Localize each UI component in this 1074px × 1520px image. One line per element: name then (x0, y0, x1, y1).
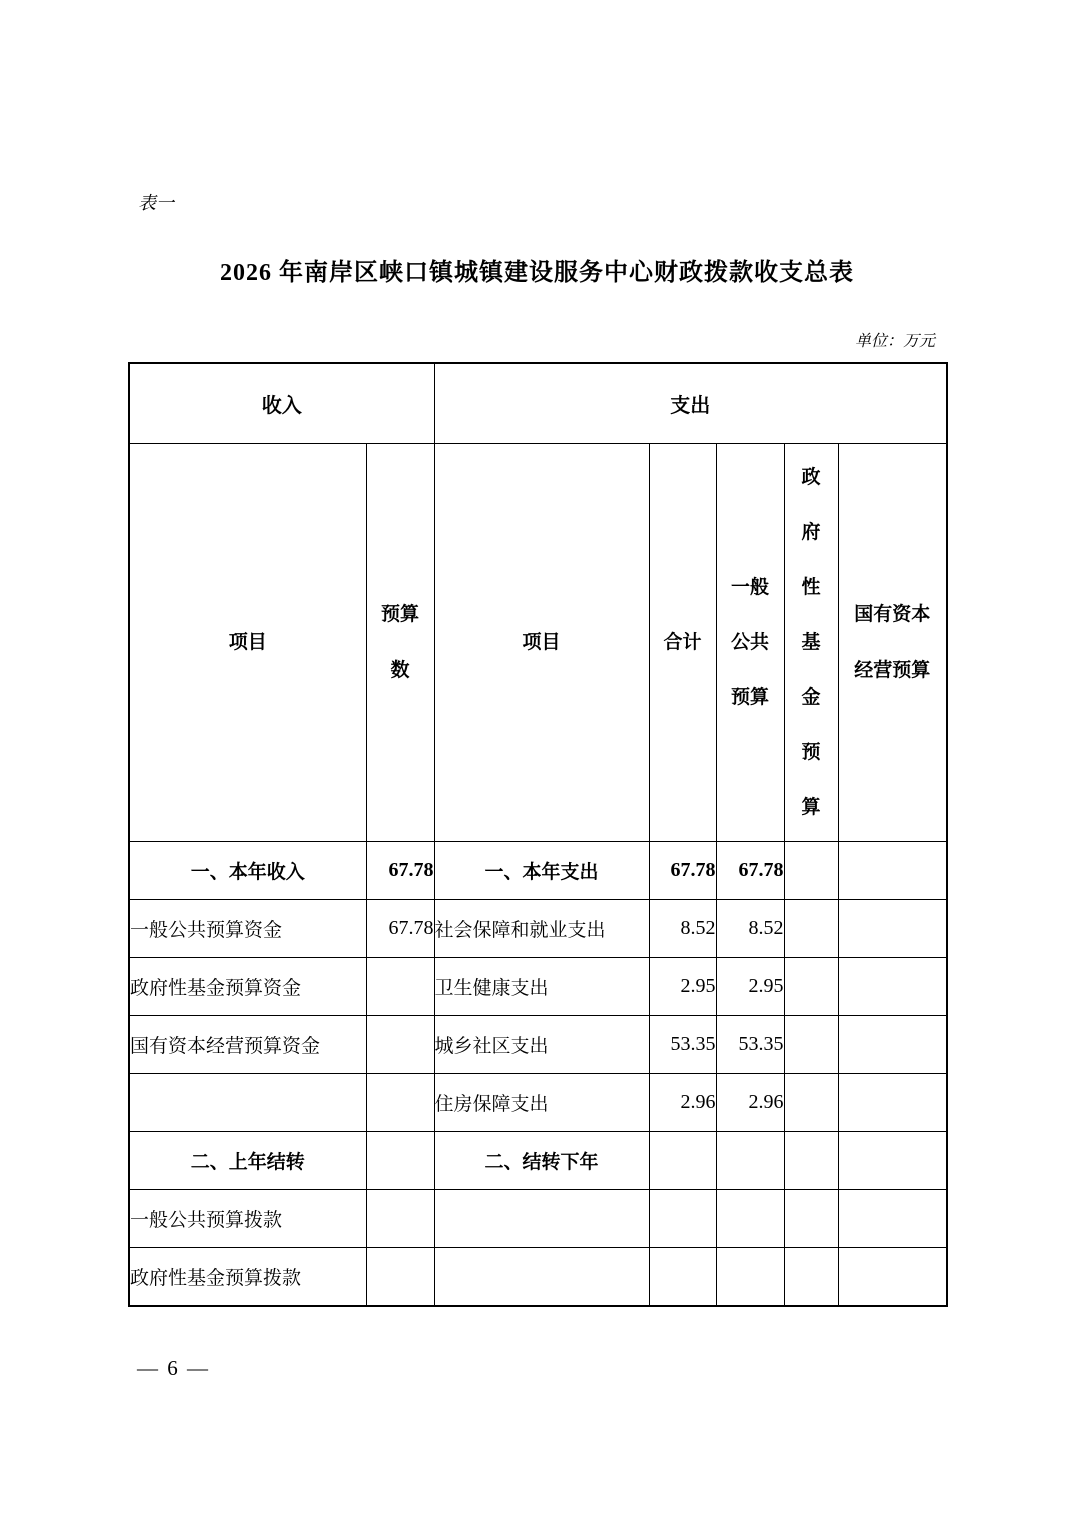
capital-budget-cell (838, 1190, 947, 1248)
fund-budget-cell (784, 958, 838, 1016)
table-row (129, 1190, 947, 1248)
income-value-cell (366, 1132, 434, 1190)
income-value-cell: 67.78 (366, 900, 434, 958)
page-number: — 6 — (137, 1356, 210, 1380)
total-cell: 2.95 (649, 958, 716, 1016)
capital-budget-cell (838, 1132, 947, 1190)
income-value-cell (366, 1248, 434, 1307)
table-row (129, 1016, 947, 1074)
fund-budget-cell (784, 900, 838, 958)
total-cell (649, 1248, 716, 1307)
income-item-column-header: 项目 (129, 444, 366, 842)
general-public-budget-column-header: 一般公共预算 (716, 444, 784, 842)
general-budget-cell (716, 1190, 784, 1248)
income-item-cell: 二、上年结转 (129, 1132, 366, 1190)
general-budget-cell: 8.52 (716, 900, 784, 958)
general-budget-cell: 2.95 (716, 958, 784, 1016)
table-row (129, 1132, 947, 1190)
table-row (129, 842, 947, 900)
table-label: 表一 (138, 193, 174, 213)
income-value-cell (366, 958, 434, 1016)
income-item-cell: 一般公共预算拨款 (129, 1190, 366, 1248)
expense-item-cell: 住房保障支出 (434, 1074, 649, 1132)
capital-budget-cell (838, 842, 947, 900)
expense-group-header: 支出 (434, 363, 947, 444)
expense-item-cell: 城乡社区支出 (434, 1016, 649, 1074)
capital-budget-cell (838, 1074, 947, 1132)
fund-budget-cell (784, 1132, 838, 1190)
total-cell: 53.35 (649, 1016, 716, 1074)
expense-item-cell: 卫生健康支出 (434, 958, 649, 1016)
general-budget-cell: 53.35 (716, 1016, 784, 1074)
capital-budget-cell (838, 1248, 947, 1307)
income-item-cell: 政府性基金预算拨款 (129, 1248, 366, 1307)
fund-budget-cell (784, 842, 838, 900)
general-budget-cell: 67.78 (716, 842, 784, 900)
total-cell: 67.78 (649, 842, 716, 900)
general-budget-cell (716, 1248, 784, 1307)
table-row (129, 900, 947, 958)
total-cell: 8.52 (649, 900, 716, 958)
capital-budget-cell (838, 1016, 947, 1074)
income-budget-column-header: 预算数 (366, 444, 434, 842)
fund-budget-cell (784, 1248, 838, 1307)
table-group-header-row (129, 363, 947, 444)
income-item-cell: 政府性基金预算资金 (129, 958, 366, 1016)
total-cell (649, 1190, 716, 1248)
table-column-header-row (129, 444, 947, 842)
budget-table (128, 362, 948, 1307)
total-cell (649, 1132, 716, 1190)
unit-note: 单位：万元 (854, 333, 935, 350)
fund-budget-cell (784, 1016, 838, 1074)
expense-item-column-header: 项目 (434, 444, 649, 842)
table-row (129, 958, 947, 1016)
expense-item-cell: 社会保障和就业支出 (434, 900, 649, 958)
income-value-cell: 67.78 (366, 842, 434, 900)
income-item-cell: 一般公共预算资金 (129, 900, 366, 958)
income-value-cell (366, 1190, 434, 1248)
total-column-header: 合计 (649, 444, 716, 842)
state-capital-budget-column-header: 国有资本经营预算 (838, 444, 947, 842)
income-item-cell (129, 1074, 366, 1132)
capital-budget-cell (838, 900, 947, 958)
general-budget-cell: 2.96 (716, 1074, 784, 1132)
expense-item-cell (434, 1248, 649, 1307)
page-title: 2026 年南岸区峡口镇城镇建设服务中心财政拨款收支总表 (220, 260, 854, 286)
income-value-cell (366, 1074, 434, 1132)
income-item-cell: 一、本年收入 (129, 842, 366, 900)
table-row (129, 1074, 947, 1132)
total-cell: 2.96 (649, 1074, 716, 1132)
income-group-header: 收入 (129, 363, 434, 444)
table-row (129, 1248, 947, 1307)
gov-fund-budget-column-header: 政府性基金预算 (784, 444, 838, 842)
income-item-cell: 国有资本经营预算资金 (129, 1016, 366, 1074)
fund-budget-cell (784, 1190, 838, 1248)
capital-budget-cell (838, 958, 947, 1016)
expense-item-cell (434, 1190, 649, 1248)
fund-budget-cell (784, 1074, 838, 1132)
general-budget-cell (716, 1132, 784, 1190)
expense-item-cell: 一、本年支出 (434, 842, 649, 900)
income-value-cell (366, 1016, 434, 1074)
expense-item-cell: 二、结转下年 (434, 1132, 649, 1190)
